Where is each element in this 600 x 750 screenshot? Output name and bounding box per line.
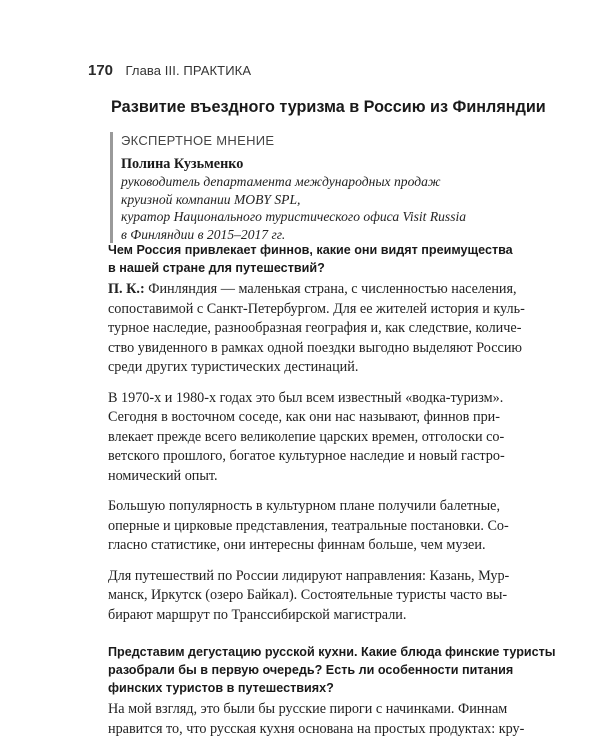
question-line: финских туристов в путешествиях?	[108, 681, 334, 695]
paragraph-line: Для путешествий по России лидируют направления: Казань, Мур-	[108, 567, 510, 584]
answer-paragraph	[108, 497, 509, 556]
question-line: Представим дегустацию русской кухни. Какие блюда финские туристы	[108, 645, 556, 659]
running-head	[88, 62, 251, 80]
chapter-title: Глава III. ПРАКТИКА	[125, 63, 252, 78]
paragraph-line: среди других туристических дестинаций.	[108, 359, 359, 375]
expert-role-line: руководитель департамента международных продаж	[121, 174, 441, 189]
answer-paragraph	[108, 280, 525, 378]
question-line: в нашей стране для путешествий?	[108, 261, 325, 275]
question-line: разобрали бы в первую очередь? Есть ли особенности питания	[108, 663, 514, 677]
expert-opinion-box	[110, 132, 531, 243]
page-number: 170	[88, 62, 114, 79]
paragraph-line: номический опыт.	[108, 467, 218, 484]
paragraph-line: влекает прежде всего великолепие царских времен, отголоски со-	[108, 428, 505, 445]
paragraph-line: Сегодня в восточном соседе, как они нас называют, финнов при-	[108, 409, 500, 425]
expert-opinion-label: ЭКСПЕРТНОЕ МНЕНИЕ	[121, 133, 275, 148]
paragraph-line: оперные и цирковые представления, театральные постановки. Со-	[108, 517, 509, 534]
question-2	[108, 643, 556, 697]
paragraph-line: ветского прошлого, богатое культурное наследие и новый гастро-	[108, 448, 505, 464]
interview-body	[108, 241, 556, 739]
question-1	[108, 241, 513, 277]
answer-paragraph	[108, 700, 525, 739]
paragraph-line: сопоставимой с Санкт-Петербургом. Для ее жителей история и куль-	[108, 300, 525, 317]
paragraph-line: Большую популярность в культурном плане получили балетные,	[108, 498, 500, 514]
paragraph-line: ство увиденного в рамках одной поездки выгодно выделяют Россию	[108, 339, 523, 356]
paragraph-line: турное наследие, разнообразная география и, как следствие, количе-	[108, 320, 522, 336]
paragraph-line: манск, Иркутск (озеро Байкал). Состоятельные туристы часто вы-	[108, 587, 508, 603]
paragraph-line: нравится то, что русская кухня основана на простых продуктах: кру-	[108, 720, 525, 737]
expert-role-line: куратор Национального туристического офиса Visit Russia	[121, 209, 467, 224]
answer-paragraph	[108, 389, 505, 487]
speaker-initials: П. К.:	[108, 281, 145, 297]
expert-role-line: круизной компании MOBY SPL,	[121, 191, 301, 207]
question-line: Чем Россия привлекает финнов, какие они видят преимущества	[108, 243, 513, 257]
paragraph-line: гласно статистике, они интересны финнам больше, чем музеи.	[108, 537, 486, 553]
expert-role	[121, 173, 531, 243]
paragraph-line: В 1970-х и 1980-х годах это был всем известный «водка-туризм».	[108, 389, 504, 406]
section-title: Развитие въездного туризма в Россию из Финляндии	[111, 98, 546, 116]
paragraph-line	[108, 280, 517, 300]
paragraph-line: бирают маршрут по Транссибирской магистрали.	[108, 606, 407, 623]
expert-name: Полина Кузьменко	[121, 156, 244, 172]
paragraph-line-text: Финляндия — маленькая страна, с численностью населения,	[144, 281, 517, 297]
paragraph-line: На мой взгляд, это были бы русские пироги с начинками. Финнам	[108, 701, 508, 717]
expert-role-line: в Финляндии в 2015–2017 гг.	[121, 226, 286, 242]
answer-paragraph	[108, 567, 510, 626]
